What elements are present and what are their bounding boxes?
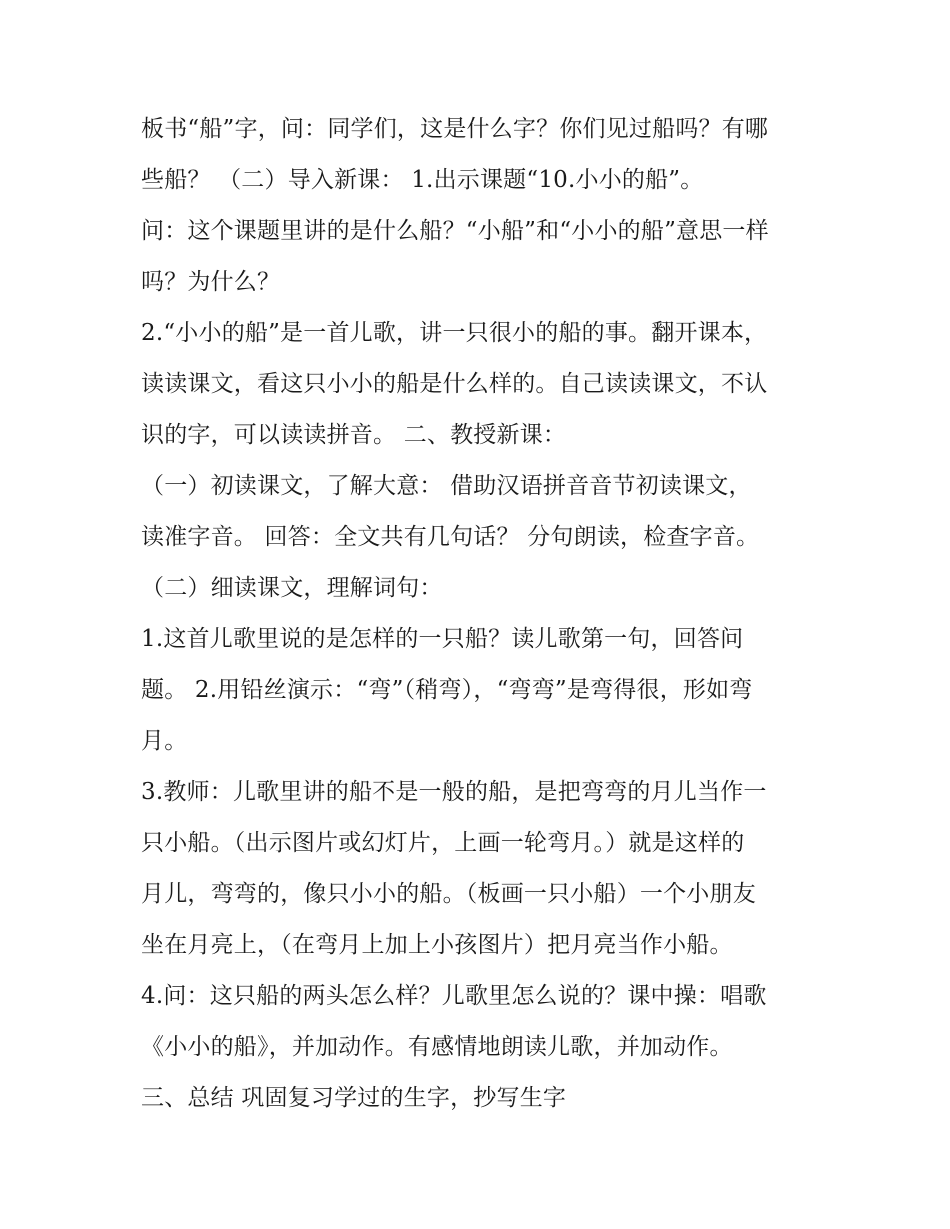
text-line: 《小小的船》，并加动作。有感情地朗读儿歌，并加动作。 (141, 1034, 733, 1060)
text-line: 识的字，可以读读拼音。 二、教授新课： (141, 422, 567, 448)
text-line: 吗？为什么？ (141, 269, 281, 295)
text-line: 坐在月亮上，（在弯月上加上小孩图片）把月亮当作小船。 (141, 932, 733, 958)
text-line: 1.这首儿歌里说的是怎样的一只船？读儿歌第一句，回答问 (141, 626, 744, 652)
text-line: 板书“船”字，问：同学们，这是什么字？你们见过船吗？有哪 (141, 116, 769, 142)
text-line: 2.“小小的船”是一首儿歌，讲一只很小的船的事。翻开课本， (141, 320, 768, 346)
text-line: 3.教师：儿歌里讲的船不是一般的船，是把弯弯的月儿当作一 (141, 779, 767, 805)
text-line: 三、总结 巩固复习学过的生字，抄写生字 (141, 1085, 567, 1111)
text-line: （二）细读课文，理解词句： (141, 575, 443, 601)
text-line: 月儿，弯弯的，像只小小的船。（板画一只小船）一个小朋友 (141, 881, 756, 907)
text-line: 只小船。（出示图片或幻灯片，上画一轮弯月。）就是这样的 (141, 830, 745, 856)
text-line: 月。 (141, 728, 188, 754)
text-line: 些船？ （二）导入新课： 1.出示课题“10.小小的船”。 (141, 167, 704, 193)
text-line: 题。 2.用铅丝演示：“弯”（稍弯），“弯弯”是弯得很，形如弯 (141, 677, 753, 703)
text-line: 读读课文，看这只小小的船是什么样的。自己读读课文，不认 (141, 371, 768, 397)
text-line: （一）初读课文，了解大意： 借助汉语拼音音节初读课文， (141, 473, 752, 499)
text-line: 4.问：这只船的两头怎么样？儿歌里怎么说的？课中操：唱歌 (141, 983, 767, 1009)
lesson-plan-text (141, 104, 821, 1124)
text-line: 问：这个课题里讲的是什么船？“小船”和“小小的船”意思一样 (141, 218, 769, 244)
text-line: 读准字音。 回答：全文共有几句话？ 分句朗读，检查字音。 (141, 524, 760, 550)
